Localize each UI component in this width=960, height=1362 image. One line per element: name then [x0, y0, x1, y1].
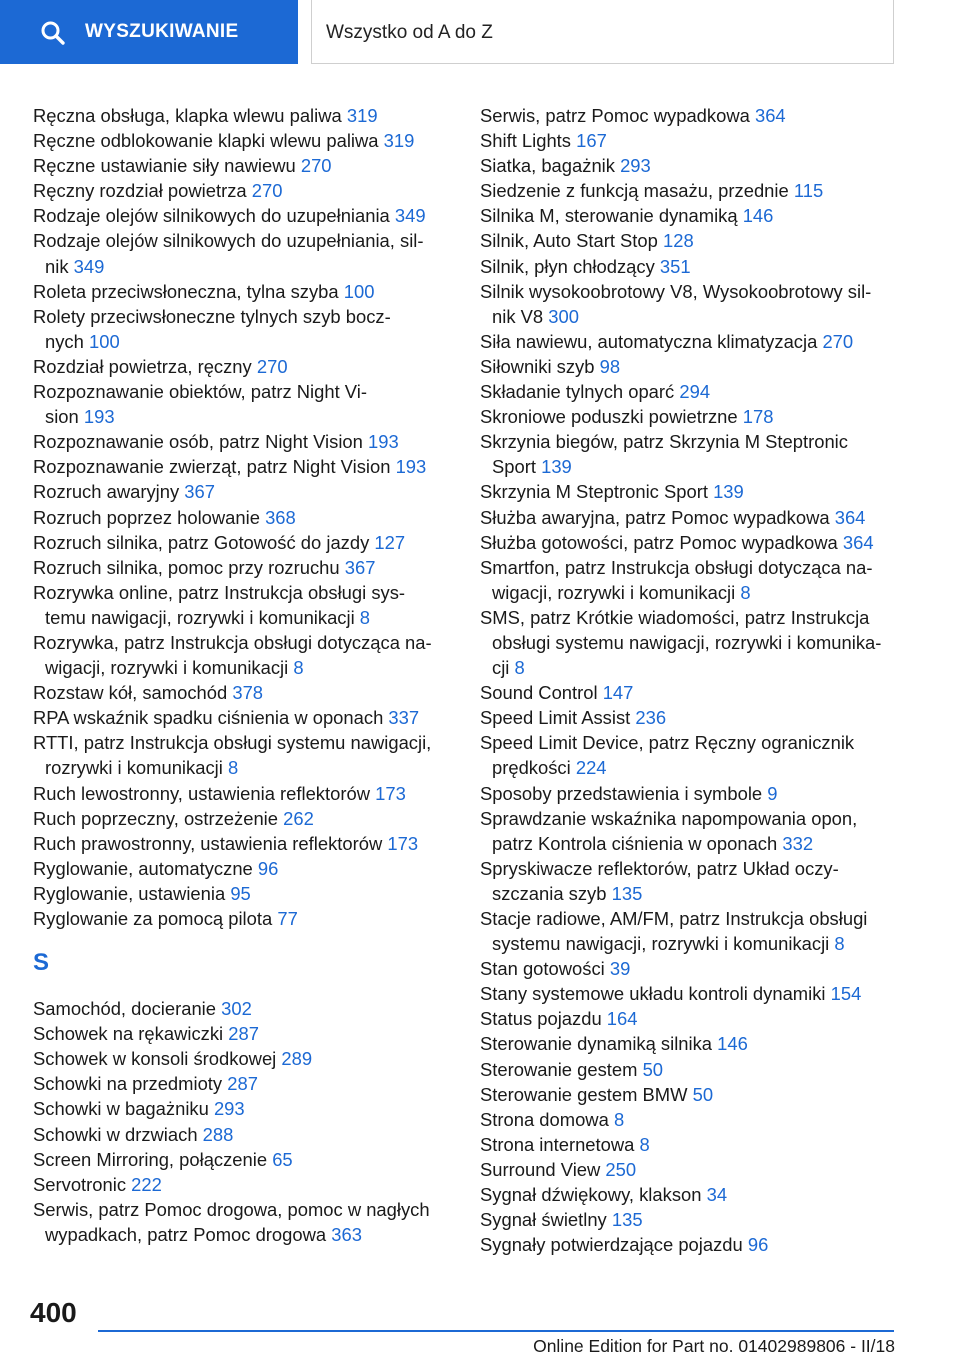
- index-entry: [33, 806, 453, 831]
- index-entry-text: Servotronic: [33, 1173, 127, 1195]
- index-entry-text: Sound Control: [480, 682, 598, 704]
- page-link[interactable]: 367: [344, 556, 376, 578]
- index-entry: [33, 304, 453, 354]
- index-entry-text: Siatka, bagażnik: [480, 155, 615, 177]
- index-entry-text: Ruch poprzeczny, ostrzeżenie: [33, 807, 278, 829]
- page-link[interactable]: 127: [374, 531, 406, 553]
- search-button[interactable]: [0, 0, 298, 64]
- index-entry-text: cji: [492, 657, 510, 679]
- index-entry: [33, 505, 453, 530]
- index-entry: [33, 1021, 453, 1046]
- index-entry: [33, 530, 453, 555]
- index-entry: [33, 379, 453, 429]
- page-link[interactable]: 337: [388, 707, 420, 729]
- index-entry-text: Stany systemowe układu kontroli dynamiki: [480, 983, 826, 1005]
- index-entry: [33, 705, 453, 730]
- index-entry: [33, 178, 453, 203]
- index-entry-text: Sygnały potwierdzające pojazdu: [480, 1234, 743, 1256]
- index-entry-text: Rozpoznawanie zwierząt, patrz Night Vision: [33, 456, 391, 478]
- index-entry: [480, 279, 910, 329]
- index-entry-text: Status pojazdu: [480, 1008, 602, 1030]
- index-entry: [480, 530, 910, 555]
- index-entry-text: Surround View: [480, 1158, 601, 1180]
- page-link[interactable]: 364: [754, 105, 786, 126]
- index-entry-text: Strona domowa: [480, 1108, 609, 1130]
- tab-a-to-z[interactable]: [311, 0, 894, 64]
- index-entry: [480, 1107, 910, 1132]
- index-entry: [480, 228, 910, 253]
- index-entry-text: Składanie tylnych oparć: [480, 381, 675, 403]
- index-entry-text: RPA wskaźnik spadku ciśnienia w oponach: [33, 707, 384, 729]
- index-entry-text: Screen Mirroring, połączenie: [33, 1148, 268, 1170]
- page-link[interactable]: 367: [184, 481, 215, 503]
- index-entry-text: obsługi systemu nawigacji, rozrywki i komunika-: [492, 631, 882, 653]
- index-entry-text: Rozrywka, patrz Instrukcja obsługi dotycząca na-: [33, 631, 432, 653]
- page-link[interactable]: 250: [605, 1158, 637, 1180]
- index-entry-text: Silnik, płyn chłodzący: [480, 255, 655, 277]
- index-entry-text: Rozstaw kół, samochód: [33, 682, 228, 704]
- page-link[interactable]: 128: [663, 230, 694, 252]
- index-entry: [33, 580, 453, 630]
- index-entry: [480, 906, 910, 956]
- page-link[interactable]: 378: [232, 682, 264, 704]
- page-link[interactable]: 173: [375, 782, 406, 804]
- index-entry-text: Rodzaje olejów silnikowych do uzupełniania: [33, 205, 390, 227]
- page-link[interactable]: 50: [692, 1083, 714, 1105]
- index-entry: [480, 404, 910, 429]
- index-entry-text: Ruch lewostronny, ustawienia reflektorów: [33, 782, 370, 804]
- index-entry: [33, 454, 453, 479]
- index-entry: [33, 881, 453, 906]
- page-link[interactable]: 224: [575, 757, 607, 779]
- index-entry-text: Siła nawiewu, automatyczna klimatyzacja: [480, 330, 818, 352]
- index-entry-text: Serwis, patrz Pomoc wypadkowa: [480, 105, 750, 126]
- search-button-label: WYSZUKIWANIE: [85, 21, 239, 42]
- index-entry-text: Ręczny rozdział powietrza: [33, 180, 247, 202]
- index-entry: [33, 1172, 453, 1197]
- page-link[interactable]: 146: [717, 1033, 748, 1055]
- index-entry: [480, 1232, 910, 1257]
- search-icon: [40, 20, 66, 46]
- index-entry: [33, 781, 453, 806]
- page-link[interactable]: 139: [541, 456, 572, 478]
- page-link[interactable]: 287: [227, 1073, 258, 1095]
- page-link[interactable]: 39: [609, 958, 631, 980]
- index-entry-text: wigacji, rozrywki i komunikacji: [492, 581, 736, 603]
- index-entry-text: Sygnał dźwiękowy, klakson: [480, 1184, 702, 1206]
- page-link[interactable]: 193: [368, 431, 399, 453]
- index-entry-text: Sprawdzanie wskaźnika napompowania opon,: [480, 807, 858, 829]
- page-link[interactable]: 302: [221, 998, 252, 1020]
- index-list-s: [33, 996, 453, 1247]
- index-entry: [480, 1132, 910, 1157]
- index-entry-text: Sterowanie gestem BMW: [480, 1083, 688, 1105]
- index-entry-text: Stan gotowości: [480, 958, 605, 980]
- index-entry-text: Strona internetowa: [480, 1133, 635, 1155]
- index-entry: [33, 1046, 453, 1071]
- index-entry: [33, 680, 453, 705]
- index-entry-text: Rozrywka online, patrz Instrukcja obsługi sys-: [33, 581, 406, 603]
- index-entry: [33, 996, 453, 1021]
- index-entry-text: Smartfon, patrz Instrukcja obsługi dotycząca na-: [480, 556, 873, 578]
- index-entry: [480, 1031, 910, 1056]
- index-entry: [33, 1071, 453, 1096]
- index-entry-text: Speed Limit Assist: [480, 707, 631, 729]
- page-link[interactable]: 351: [659, 255, 691, 277]
- page-link[interactable]: 288: [202, 1123, 234, 1145]
- index-entry-text: wypadkach, patrz Pomoc drogowa: [45, 1223, 327, 1245]
- index-entry-text: Schowki na przedmioty: [33, 1073, 223, 1095]
- page-link[interactable]: 294: [679, 381, 711, 403]
- page-link[interactable]: 8: [359, 606, 371, 628]
- index-entry: [33, 203, 453, 228]
- page-link[interactable]: 8: [613, 1108, 625, 1130]
- index-entry: [33, 354, 453, 379]
- index-entry-text: Rozruch silnika, patrz Gotowość do jazdy: [33, 531, 370, 553]
- index-entry: [480, 178, 910, 203]
- index-entry: [33, 228, 453, 278]
- index-entry: [33, 630, 453, 680]
- page-link[interactable]: 8: [834, 933, 845, 955]
- page-link[interactable]: 364: [834, 506, 866, 528]
- index-entry-text: SMS, patrz Krótkie wiadomości, patrz Instrukcja: [480, 606, 870, 628]
- index-entry-text: Schowki w drzwiach: [33, 1123, 198, 1145]
- index-entry-text: wigacji, rozrywki i komunikacji: [45, 657, 289, 679]
- index-entry-text: Speed Limit Device, patrz Ręczny ogranicznik: [480, 732, 855, 754]
- index-entry-text: Shift Lights: [480, 130, 571, 152]
- page-link[interactable]: 8: [639, 1133, 650, 1155]
- index-entry: [480, 705, 910, 730]
- index-entry-text: Ręczne odblokowanie klapki wlewu paliwa: [33, 130, 379, 152]
- index-column-right: [480, 103, 910, 1257]
- index-entry-text: Ryglowanie za pomocą pilota: [33, 908, 273, 929]
- index-entry-text: RTTI, patrz Instrukcja obsługi systemu nawigacji,: [33, 732, 432, 754]
- page-link[interactable]: 96: [257, 857, 279, 879]
- index-entry: [480, 730, 910, 780]
- footer-divider: [98, 1330, 894, 1332]
- index-entry: [33, 429, 453, 454]
- index-entry-text: Schowki w bagażniku: [33, 1098, 209, 1120]
- index-entry-text: Ryglowanie, automatyczne: [33, 857, 253, 879]
- index-entry-text: Rolety przeciwsłoneczne tylnych szyb bocz-: [33, 305, 391, 327]
- index-entry-text: Skroniowe poduszki powietrzne: [480, 406, 738, 428]
- index-entry-text: temu nawigacji, rozrywki i komunikacji: [45, 606, 355, 628]
- page-link[interactable]: 236: [635, 707, 667, 729]
- index-entry: [480, 329, 910, 354]
- page-link[interactable]: 349: [394, 205, 426, 227]
- index-entry: [33, 1197, 453, 1247]
- page-link[interactable]: 289: [281, 1048, 313, 1070]
- index-entry-text: systemu nawigacji, rozrywki i komunikacji: [492, 933, 830, 955]
- index-entry-text: Skrzynia M Steptronic Sport: [480, 481, 708, 503]
- index-entry-text: Sport: [492, 456, 536, 478]
- page-link[interactable]: 173: [387, 832, 419, 854]
- index-entry: [480, 1057, 910, 1082]
- page-link[interactable]: 300: [548, 305, 579, 327]
- index-entry: [33, 555, 453, 580]
- index-entry-text: nych: [45, 330, 84, 352]
- page-link[interactable]: 319: [346, 105, 378, 126]
- index-entry-text: Samochód, docieranie: [33, 998, 216, 1020]
- page-link[interactable]: 50: [642, 1058, 664, 1080]
- index-entry-text: nik V8: [492, 305, 544, 327]
- page-link[interactable]: 65: [272, 1148, 293, 1170]
- index-entry-text: Rodzaje olejów silnikowych do uzupełniania, sil-: [33, 230, 424, 252]
- index-entry: [480, 1207, 910, 1232]
- index-entry-text: Sterowanie dynamiką silnika: [480, 1033, 713, 1055]
- footer-edition: Online Edition for Part no. 01402989806 - II/18: [533, 1336, 895, 1356]
- index-entry: [480, 1082, 910, 1107]
- index-entry: [480, 555, 910, 605]
- index-entry-text: Schowek na rękawiczki: [33, 1023, 224, 1045]
- page-link[interactable]: 178: [742, 406, 774, 428]
- index-entry: [480, 856, 910, 906]
- index-entry-text: Stacje radiowe, AM/FM, patrz Instrukcja obsługi: [480, 908, 868, 929]
- index-column-left: [33, 103, 453, 1247]
- index-entry-text: Silnika M, sterowanie dynamiką: [480, 205, 738, 227]
- index-entry: [480, 203, 910, 228]
- index-entry-text: Sposoby przedstawienia i symbole: [480, 782, 763, 804]
- page-number: 400: [30, 1297, 77, 1328]
- index-entry-text: Sterowanie gestem: [480, 1058, 638, 1080]
- index-entry: [480, 806, 910, 856]
- index-entry: [480, 605, 910, 680]
- page-link[interactable]: 319: [383, 130, 415, 152]
- page-link[interactable]: 193: [83, 406, 115, 428]
- section-letter: S: [33, 949, 50, 977]
- index-entry-text: Służba awaryjna, patrz Pomoc wypadkowa: [480, 506, 830, 528]
- page-link[interactable]: 95: [230, 882, 251, 904]
- page-link[interactable]: 98: [599, 355, 621, 377]
- index-entry-text: Służba gotowości, patrz Pomoc wypadkowa: [480, 531, 838, 553]
- index-entry: [480, 128, 910, 153]
- page-link[interactable]: 270: [251, 180, 283, 202]
- page-link[interactable]: 77: [277, 908, 298, 929]
- index-entry: [480, 153, 910, 178]
- index-entry: [33, 856, 453, 881]
- page-link[interactable]: 293: [620, 155, 651, 177]
- index-entry: [33, 103, 453, 128]
- page-link[interactable]: 96: [747, 1234, 769, 1256]
- page-link[interactable]: 287: [228, 1023, 259, 1045]
- index-entry-text: prędkości: [492, 757, 571, 779]
- page-link[interactable]: 262: [283, 807, 314, 829]
- page-link[interactable]: 100: [88, 330, 120, 352]
- index-list-r: [33, 103, 453, 931]
- index-entry: [33, 1096, 453, 1121]
- page-link[interactable]: 115: [793, 180, 824, 202]
- page-link[interactable]: 8: [740, 581, 751, 603]
- index-entry-text: rozrywki i komunikacji: [45, 757, 223, 779]
- index-entry: [33, 128, 453, 153]
- page-link[interactable]: 147: [602, 682, 634, 704]
- page-link[interactable]: 164: [606, 1008, 638, 1030]
- page-link[interactable]: 349: [73, 255, 105, 277]
- tab-a-to-z-label: Wszystko od A do Z: [326, 22, 493, 43]
- index-entry: [33, 479, 453, 504]
- page-link[interactable]: 270: [822, 330, 854, 352]
- index-entry: [480, 956, 910, 981]
- index-entry: [480, 379, 910, 404]
- page-link[interactable]: 193: [395, 456, 427, 478]
- page-link[interactable]: 167: [576, 130, 607, 152]
- page-link[interactable]: 270: [300, 155, 332, 177]
- index-entry: [480, 781, 910, 806]
- page-link[interactable]: 135: [611, 882, 643, 904]
- index-entry-text: Spryskiwacze reflektorów, patrz Układ oczy-: [480, 857, 839, 879]
- index-entry: [33, 906, 453, 931]
- index-entry-text: Serwis, patrz Pomoc drogowa, pomoc w nagłych: [33, 1198, 430, 1220]
- index-entry-text: Rozpoznawanie osób, patrz Night Vision: [33, 431, 363, 453]
- index-list-s-continued: [480, 103, 910, 1257]
- page-link[interactable]: 293: [213, 1098, 245, 1120]
- index-entry: [480, 680, 910, 705]
- index-entry-text: Rozruch awaryjny: [33, 481, 180, 503]
- index-entry-text: patrz Kontrola ciśnienia w oponach: [492, 832, 778, 854]
- index-entry: [33, 153, 453, 178]
- index-entry-text: Rozpoznawanie obiektów, patrz Night Vi-: [33, 381, 367, 403]
- index-entry: [480, 254, 910, 279]
- page-link[interactable]: 154: [830, 983, 862, 1005]
- index-entry-text: sion: [45, 406, 79, 428]
- index-entry: [480, 505, 910, 530]
- index-entry-text: Rozruch poprzez holowanie: [33, 506, 260, 528]
- index-entry-text: Ryglowanie, ustawienia: [33, 882, 226, 904]
- index-entry-text: Siedzenie z funkcją masażu, przednie: [480, 180, 789, 202]
- page-link[interactable]: 363: [331, 1223, 362, 1245]
- index-entry: [480, 1157, 910, 1182]
- page-link[interactable]: 8: [293, 657, 304, 679]
- index-entry-text: Silnik, Auto Start Stop: [480, 230, 658, 252]
- page-link[interactable]: 34: [706, 1184, 728, 1206]
- index-entry: [33, 831, 453, 856]
- index-entry-text: Ręczna obsługa, klapka wlewu paliwa: [33, 105, 342, 126]
- index-entry-text: Skrzynia biegów, patrz Skrzynia M Steptronic: [480, 431, 848, 453]
- index-entry-text: Schowek w konsoli środkowej: [33, 1048, 277, 1070]
- index-entry: [33, 1122, 453, 1147]
- index-entry: [480, 981, 910, 1006]
- index-entry: [480, 103, 910, 128]
- page-link[interactable]: 222: [131, 1173, 162, 1195]
- index-entry: [480, 429, 910, 479]
- index-entry-text: Roleta przeciwsłoneczna, tylna szyba: [33, 280, 339, 302]
- page-link[interactable]: 8: [514, 657, 525, 679]
- index-entry-text: Ręczne ustawianie siły nawiewu: [33, 155, 296, 177]
- index-entry-text: Sygnał świetlny: [480, 1209, 607, 1231]
- index-entry: [480, 1006, 910, 1031]
- index-entry-text: Rozdział powietrza, ręczny: [33, 355, 252, 377]
- index-entry: [33, 730, 453, 780]
- page-link[interactable]: 364: [842, 531, 874, 553]
- index-entry: [480, 479, 910, 504]
- index-entry-text: Rozruch silnika, pomoc przy rozruchu: [33, 556, 340, 578]
- page-link[interactable]: 368: [265, 506, 296, 528]
- page-link[interactable]: 270: [256, 355, 288, 377]
- page-link[interactable]: 100: [343, 280, 375, 302]
- page-link[interactable]: 146: [742, 205, 774, 227]
- index-entry-text: nik: [45, 255, 69, 277]
- index-entry: [480, 354, 910, 379]
- index-entry-text: Silnik wysokoobrotowy V8, Wysokoobrotowy sil-: [480, 280, 872, 302]
- index-entry: [480, 1182, 910, 1207]
- page-link[interactable]: 8: [227, 757, 239, 779]
- page-link[interactable]: 9: [767, 782, 778, 804]
- page-link[interactable]: 135: [611, 1209, 643, 1231]
- page-link[interactable]: 332: [782, 832, 814, 854]
- index-entry-text: Ruch prawostronny, ustawienia reflektorów: [33, 832, 383, 854]
- page-link[interactable]: 139: [713, 481, 744, 503]
- index-entry: [33, 279, 453, 304]
- index-entry-text: szczania szyb: [492, 882, 607, 904]
- index-entry: [33, 1147, 453, 1172]
- index-entry-text: Siłowniki szyb: [480, 355, 595, 377]
